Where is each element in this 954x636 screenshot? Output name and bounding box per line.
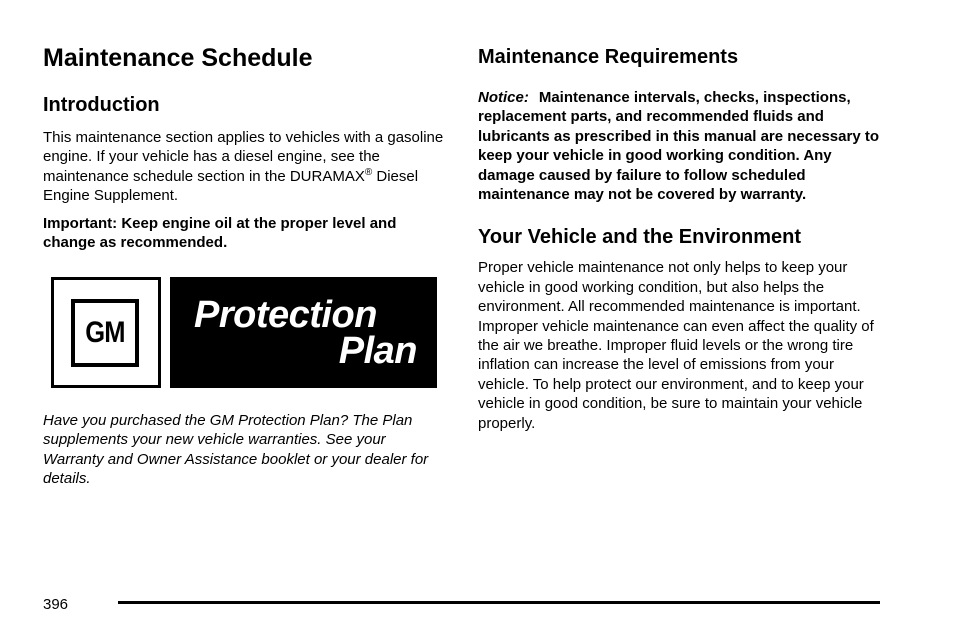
registered-mark: ®: [364, 166, 373, 178]
environment-heading: Your Vehicle and the Environment: [478, 226, 802, 249]
page-number: 396: [43, 596, 69, 613]
right-column: [478, 44, 888, 433]
notice-text: Maintenance intervals, checks, inspections, replacement parts, and recommended fluids and lubricants as prescribed in this manual are necessary to keep your vehicle in good working condition. Any damage caused by failure to follow scheduled maintenance may not be covered by warranty.: [478, 89, 879, 204]
protection-plan-caption-wrap: [43, 411, 448, 489]
protection-plan-line2: Plan: [338, 330, 417, 372]
gm-logo-icon: [51, 277, 161, 388]
gm-logo-text: GM: [85, 316, 125, 349]
left-column: [43, 42, 448, 252]
notice-label: Notice:: [478, 89, 529, 106]
protection-plan-wordmark: [170, 277, 437, 388]
intro-text-before: This maintenance section applies to vehicles with a gasoline engine. If your vehicle has a diesel engine, see the maintenance schedule section in the DURAMAX: [43, 129, 444, 185]
introduction-heading: Introduction: [43, 94, 160, 116]
environment-paragraph: Proper vehicle maintenance not only helps to keep your vehicle in good working condition, but also helps the environment. All recommended maintenance is important. Improper vehicle maintenance can even affect the quality of the air we breathe. Improper fluid levels or the wrong tire inflation can increase the level of emissions from your vehicle. To help protect our environment, and to keep your vehicle in good condition, be sure to maintain your vehicle properly.: [478, 259, 874, 432]
protection-plan-caption: Have you purchased the GM Protection Plan? The Plan supplements your new vehicle warranties. See your Warranty and Owner Assistance booklet or your dealer for details.: [43, 412, 429, 488]
protection-plan-line1: Protection: [194, 294, 377, 336]
notice-paragraph: [478, 88, 888, 204]
footer-rule: [118, 601, 880, 604]
maintenance-requirements-heading: Maintenance Requirements: [478, 46, 739, 68]
page-title: Maintenance Schedule: [43, 44, 313, 72]
gm-protection-plan-logo: [51, 277, 437, 388]
important-note: Important: Keep engine oil at the proper level and change as recommended.: [43, 214, 397, 252]
intro-text-after: Diesel Engine Supplement.: [43, 167, 419, 205]
introduction-paragraph: [43, 128, 448, 206]
